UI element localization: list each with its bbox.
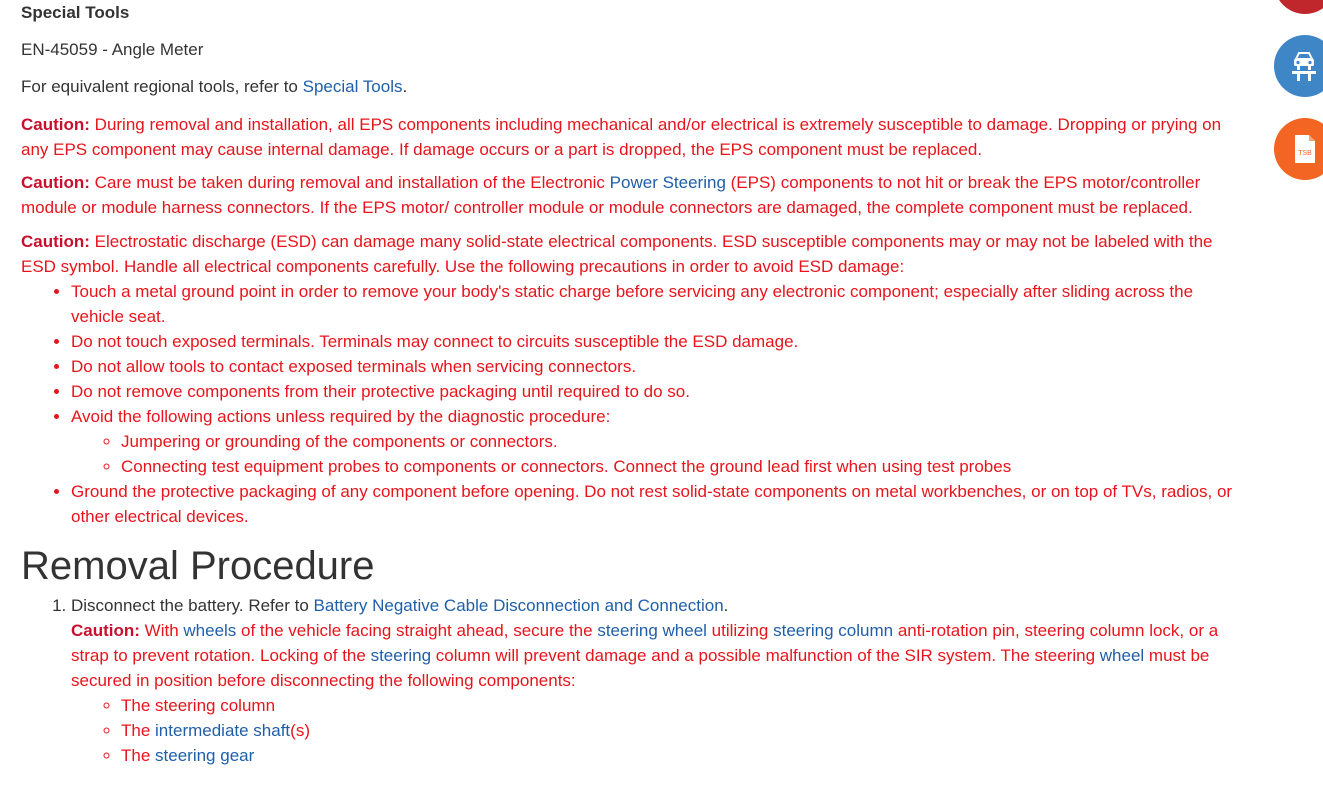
fab-vehicle-button[interactable] bbox=[1274, 35, 1323, 97]
sub-text: The bbox=[121, 746, 156, 765]
caution-text: Electrostatic discharge (ESD) can damage many solid-state electrical components. ESD susceptible components may or may not be labeled with the ESD symbol. Handle all electrical components carefully. Use the following precautions in order to avoid ESD damage: bbox=[21, 232, 1213, 276]
steering-link[interactable]: steering bbox=[370, 646, 432, 665]
regional-suffix: . bbox=[402, 77, 408, 96]
components-list bbox=[71, 693, 1236, 768]
tool-item: EN-45059 - Angle Meter bbox=[21, 40, 204, 59]
regional-prefix: For equivalent regional tools, refer to bbox=[21, 77, 303, 96]
wheels-link[interactable]: wheels bbox=[183, 621, 237, 640]
sub-text: The bbox=[121, 721, 156, 740]
fab-red-button[interactable] bbox=[1274, 0, 1323, 14]
caution-eps-connectors bbox=[21, 170, 1236, 220]
list-item-text: Avoid the following actions unless required by the diagnostic procedure: bbox=[71, 407, 611, 426]
sub-list-item: ◦ Jumpering or grounding of the components or connectors. bbox=[121, 429, 1236, 454]
caution-text: utilizing bbox=[706, 621, 774, 640]
sub-list-item: ◦ The steering column bbox=[121, 693, 1236, 718]
step-caution bbox=[71, 618, 1236, 693]
removal-procedure-title: Removal Procedure bbox=[21, 544, 375, 588]
caution-label: Caution: bbox=[21, 232, 90, 251]
caution-text: (EPS) components to not hit or break the EPS motor/controller module or module harness connectors. If the EPS motor/ controller module or module connectors are damaged, the complete component must be replaced. bbox=[21, 173, 1201, 217]
sub-list-item bbox=[121, 743, 1236, 768]
special-tools-link[interactable]: Special Tools bbox=[302, 77, 403, 96]
sub-list-item bbox=[121, 718, 1236, 743]
tsb-document-icon bbox=[1290, 133, 1320, 165]
caution-text: During removal and installation, all EPS components including mechanical and/or electrical is extremely susceptible to damage. Dropping or prying on any EPS component may cause internal damage. If damage occurs or a part is dropped, the EPS component must be replaced. bbox=[21, 115, 1222, 159]
list-item bbox=[71, 404, 1236, 479]
removal-steps bbox=[21, 593, 1236, 768]
caution-text: must be secured in position before disconnecting the following components: bbox=[71, 646, 1210, 690]
list-item: • Touch a metal ground point in order to remove your body's static charge before servicing any electronic component; especially after sliding across the vehicle seat. bbox=[71, 279, 1236, 329]
list-item: • Ground the protective packaging of any component before opening. Do not rest solid-state components on metal workbenches, or on top of TVs, radios, or other electrical devices. bbox=[71, 479, 1236, 529]
caution-label: Caution: bbox=[71, 621, 140, 640]
steering-wheel-link[interactable]: steering wheel bbox=[597, 621, 707, 640]
steering-column-link[interactable]: steering column bbox=[773, 621, 894, 640]
power-steering-link[interactable]: Power Steering bbox=[609, 173, 726, 192]
esd-sub-list bbox=[71, 429, 1236, 479]
caution-eps-damage bbox=[21, 112, 1236, 162]
battery-cable-link[interactable]: Battery Negative Cable Disconnection and Connection bbox=[313, 596, 724, 615]
caution-text: column will prevent damage and a possible malfunction of the SIR system. The steering bbox=[431, 646, 1100, 665]
caution-text: Care must be taken during removal and installation of the Electronic bbox=[89, 173, 610, 192]
sub-list-item: ◦ Connecting test equipment probes to components or connectors. Connect the ground lead first when using test probes bbox=[121, 454, 1236, 479]
tsb-label: TSB bbox=[1298, 150, 1312, 157]
step-text: . bbox=[723, 596, 729, 615]
sub-text: (s) bbox=[290, 721, 310, 740]
fab-tsb-button[interactable] bbox=[1274, 118, 1323, 180]
step-item bbox=[71, 593, 1236, 768]
list-item: • Do not touch exposed terminals. Terminals may connect to circuits susceptible the ESD damage. bbox=[71, 329, 1236, 354]
caution-text: anti-rotation pin, steering column lock, or a strap to prevent rotation. Locking of the bbox=[71, 621, 1219, 665]
list-item: • Do not remove components from their protective packaging until required to do so. bbox=[71, 379, 1236, 404]
caution-label: Caution: bbox=[21, 115, 90, 134]
caution-label: Caution: bbox=[21, 173, 90, 192]
list-item: • Do not allow tools to contact exposed terminals when servicing connectors. bbox=[71, 354, 1236, 379]
caution-esd bbox=[21, 229, 1236, 279]
intermediate-shaft-link[interactable]: intermediate shaft bbox=[155, 721, 291, 740]
special-tools-heading: Special Tools bbox=[21, 3, 130, 22]
wheel-link[interactable]: wheel bbox=[1099, 646, 1145, 665]
step-text: Disconnect the battery. Refer to bbox=[71, 596, 314, 615]
regional-tools-note bbox=[21, 74, 1236, 99]
vehicle-lift-icon bbox=[1288, 49, 1322, 83]
steering-gear-link[interactable]: steering gear bbox=[155, 746, 255, 765]
document-body bbox=[21, 0, 1236, 768]
esd-precautions-list bbox=[21, 279, 1236, 529]
caution-text: With bbox=[139, 621, 184, 640]
caution-text: of the vehicle facing straight ahead, secure the bbox=[236, 621, 598, 640]
